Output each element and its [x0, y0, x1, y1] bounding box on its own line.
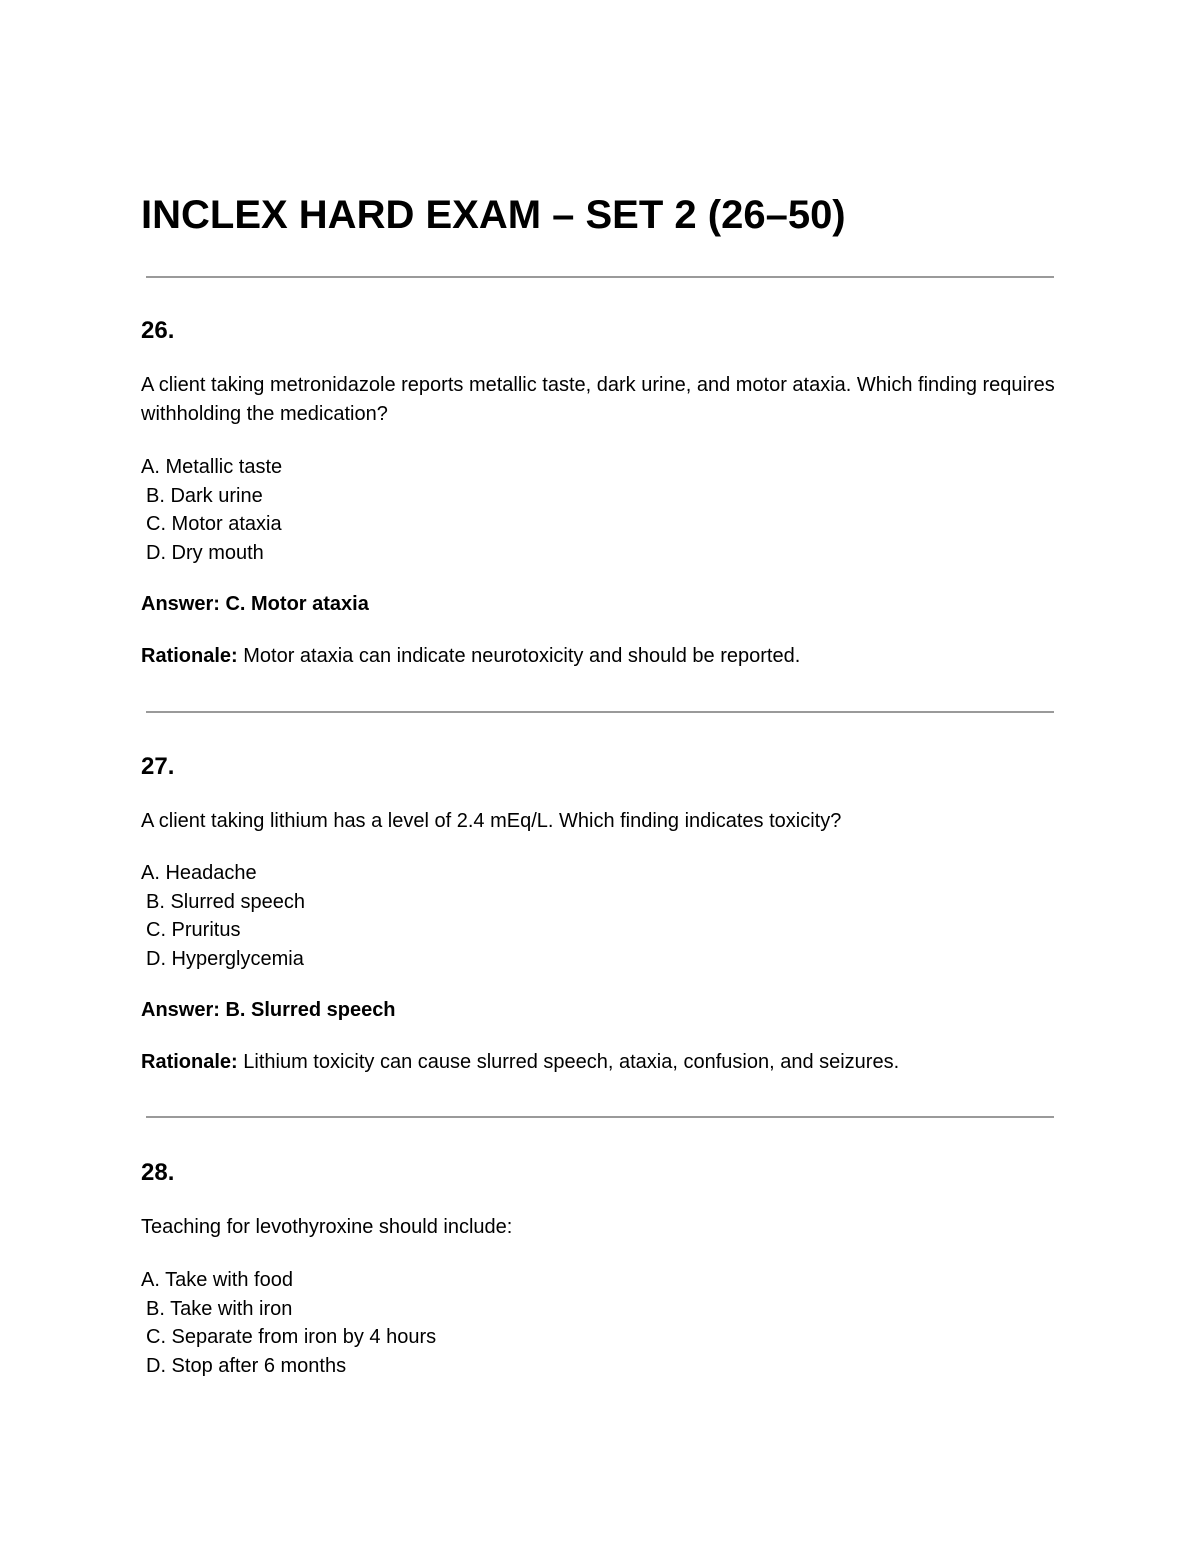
- horizontal-divider: [146, 276, 1054, 278]
- question-text: A client taking lithium has a level of 2.4 mEq/L. Which finding indicates toxicity?: [141, 810, 842, 832]
- option-b: B. Dark urine: [146, 484, 263, 507]
- question-text: A client taking metronidazole reports metallic taste, dark urine, and motor ataxia. Which finding requires withholding the medication?: [141, 374, 1055, 425]
- question-text: Teaching for levothyroxine should include:: [141, 1216, 513, 1238]
- rationale-text: Lithium toxicity can cause slurred speech, ataxia, confusion, and seizures.: [243, 1051, 900, 1073]
- option-a: A. Headache: [141, 862, 257, 884]
- answer-value: C. Motor ataxia: [225, 593, 369, 615]
- option-a: A. Take with food: [141, 1269, 293, 1291]
- page-title: INCLEX HARD EXAM – SET 2 (26–50): [141, 193, 846, 237]
- option-d: D. Hyperglycemia: [146, 947, 304, 970]
- option-c: C. Motor ataxia: [146, 513, 282, 535]
- option-b: B. Take with iron: [146, 1297, 293, 1320]
- rationale-text: Motor ataxia can indicate neurotoxicity and should be reported.: [243, 645, 801, 667]
- question-number: 27.: [141, 753, 175, 780]
- answer-line: [141, 590, 369, 619]
- answer-options: [141, 859, 305, 973]
- answer-label: Answer:: [141, 999, 220, 1021]
- answer-line: [141, 996, 396, 1025]
- answer-value: B. Slurred speech: [225, 999, 396, 1021]
- answer-label: Answer:: [141, 593, 220, 615]
- option-d: D. Stop after 6 months: [146, 1354, 347, 1377]
- option-a: A. Metallic taste: [141, 456, 283, 478]
- option-c: C. Separate from iron by 4 hours: [146, 1326, 437, 1348]
- rationale-line: [141, 1048, 899, 1077]
- rationale-line: [141, 642, 800, 671]
- answer-options: [141, 453, 282, 567]
- option-b: B. Slurred speech: [146, 890, 305, 913]
- answer-options: [141, 1266, 436, 1380]
- rationale-label: Rationale:: [141, 645, 238, 667]
- rationale-label: Rationale:: [141, 1051, 238, 1073]
- horizontal-divider: [146, 1116, 1054, 1118]
- option-c: C. Pruritus: [146, 919, 241, 941]
- question-number: 26.: [141, 317, 175, 344]
- question-number: 28.: [141, 1159, 175, 1186]
- horizontal-divider: [146, 711, 1054, 713]
- option-d: D. Dry mouth: [146, 541, 264, 564]
